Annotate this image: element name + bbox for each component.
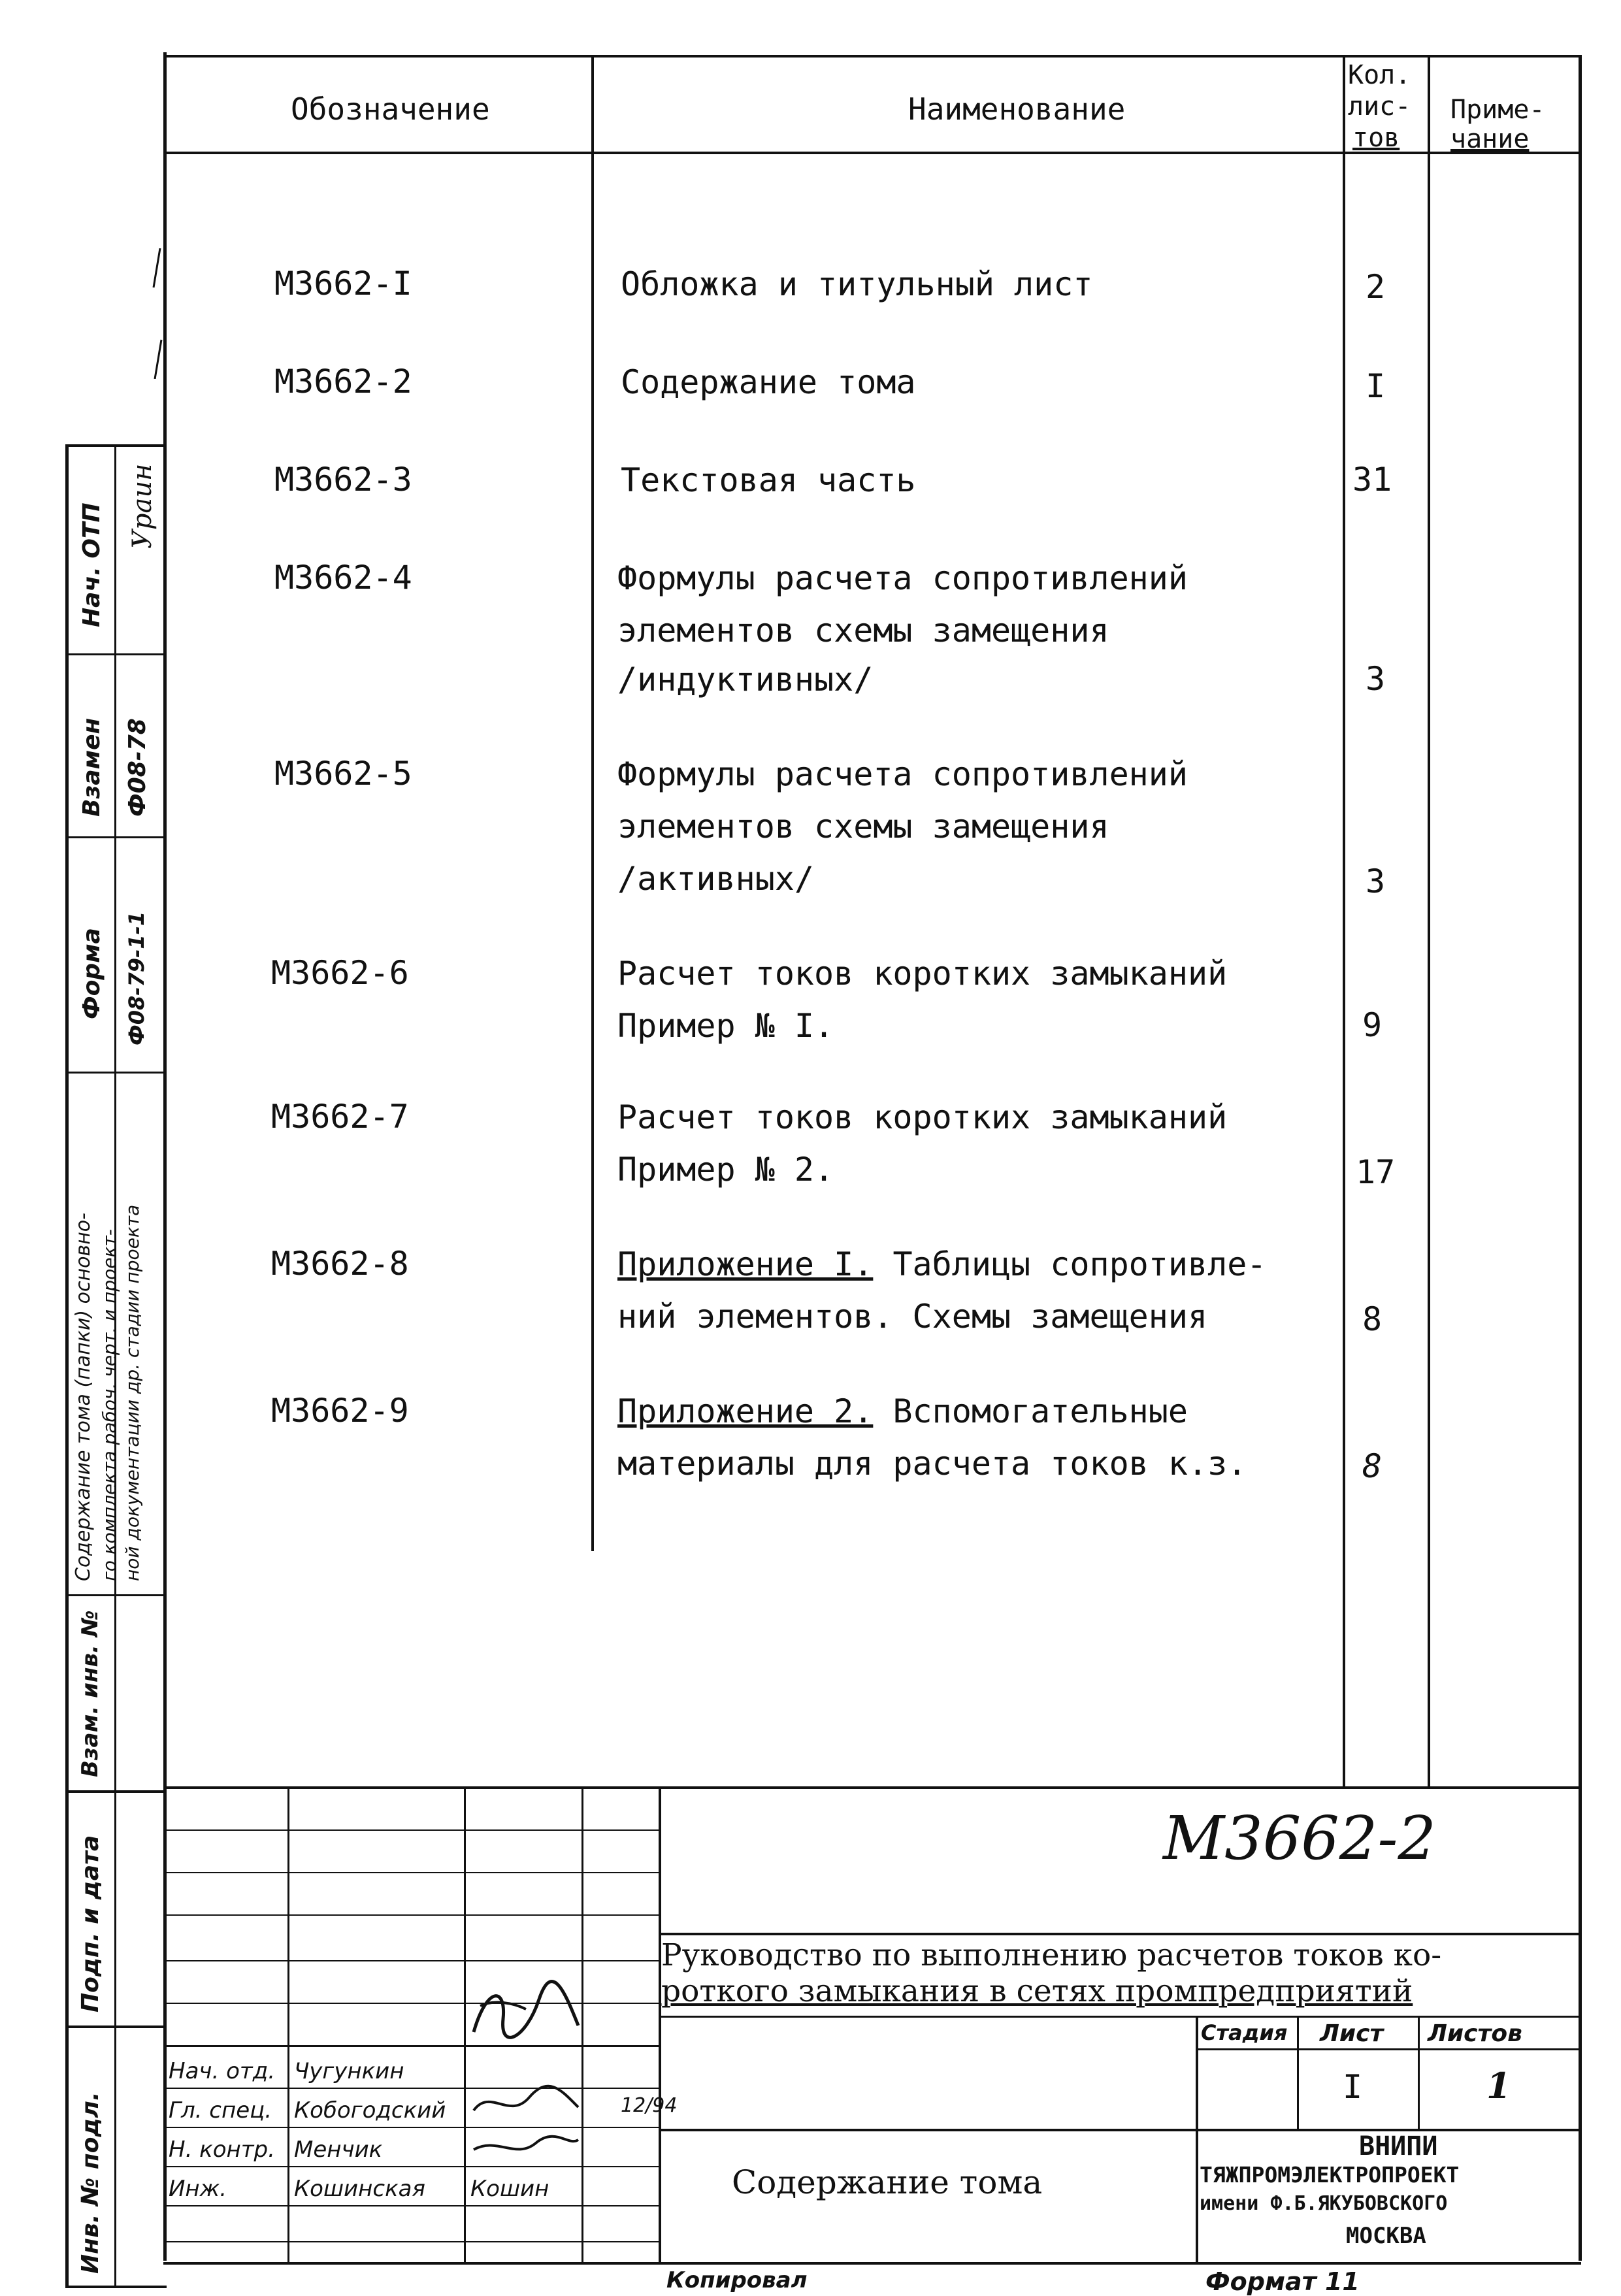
tb-person: Кобогодский	[294, 2097, 446, 2124]
tb-stage-v3	[1418, 2016, 1420, 2130]
tb-row	[163, 1914, 660, 1916]
row-name-line: /индуктивных/	[617, 661, 874, 698]
row-code: М3662-5	[274, 755, 412, 793]
row-code: М3662-I	[274, 265, 412, 303]
tb-row	[163, 2166, 660, 2167]
tb-date: 12/94	[621, 2094, 678, 2117]
tb-row	[163, 2241, 660, 2242]
row-name-line	[617, 1238, 1266, 1290]
side-vzam-inv: Взам. инв. №	[77, 1610, 103, 1777]
row-count: 3	[1366, 660, 1386, 698]
tb-title-sep	[659, 1933, 1581, 1935]
row-name-line: ний элементов. Схемы замещения	[617, 1298, 1208, 1336]
row-name-line: Обложка и титульный лист	[621, 265, 1093, 303]
signature-mark	[470, 2084, 581, 2124]
header-name: Наименование	[908, 91, 1126, 127]
header-note-1: Приме-	[1450, 95, 1545, 125]
row-code: М3662-7	[271, 1098, 409, 1136]
row-count: 8	[1362, 1300, 1383, 1338]
side-div-3	[65, 1072, 167, 1074]
col-divider-3	[1428, 55, 1430, 1786]
row-count: I	[1366, 367, 1386, 405]
side-forma-val: Ф08-79-1-1	[124, 911, 149, 1045]
tb-vcol	[464, 1786, 466, 2263]
tb-org-4: МОСКВА	[1346, 2223, 1426, 2249]
tb-vcol	[659, 1786, 661, 2263]
row-count: 3	[1366, 862, 1386, 900]
pen-mark	[147, 248, 167, 379]
row-count: 8	[1362, 1447, 1383, 1485]
tb-row	[163, 2003, 660, 2004]
tb-row	[163, 1829, 660, 1831]
side-div-2	[65, 836, 167, 838]
side-nach-otp: Нач. ОТП	[78, 502, 105, 627]
tb-title-sep2	[659, 2016, 1581, 2018]
row-name-line: Расчет токов коротких замыканий	[617, 1098, 1228, 1136]
footer-format: Формат 11	[1205, 2267, 1360, 2296]
header-designation: Обозначение	[291, 91, 490, 127]
tb-title-line-2: роткого замыкания в сетях промпредприятий	[661, 1973, 1413, 2009]
side-div-1	[65, 653, 167, 655]
tb-person: Кошинская	[294, 2176, 425, 2202]
tb-doc-code: М3662-2	[1163, 1803, 1436, 1873]
side-div-5	[65, 1790, 167, 1793]
tb-sign-text: Кошин	[470, 2176, 549, 2202]
tb-role: Инж.	[169, 2176, 227, 2202]
tb-bottom	[163, 2262, 1581, 2265]
row-name-line: элементов схемы замещения	[617, 808, 1109, 845]
side-vzamen: Взамен	[78, 717, 105, 817]
row-name-line: Пример № I.	[617, 1007, 834, 1045]
frame-right-line	[1579, 55, 1582, 2261]
side-content-2: го комплекта рабоч. черт. и проект-	[99, 1229, 120, 1581]
side-inv-podl: Инв. № подл.	[77, 2091, 104, 2274]
tb-role: Н. контр.	[169, 2137, 275, 2163]
side-bottom	[65, 2286, 167, 2288]
header-sheets-3: тов	[1352, 123, 1400, 153]
side-content-3: ной документации др. стадии проекта	[122, 1204, 143, 1581]
frame-top-line	[163, 55, 1581, 57]
row-count: 9	[1362, 1006, 1383, 1044]
side-div-6	[65, 2025, 167, 2028]
row-name-line: материалы для расчета токов к.з.	[617, 1445, 1247, 1483]
row-code: М3662-6	[271, 954, 409, 992]
tb-role: Нач. отд.	[169, 2058, 276, 2084]
tb-stage-h2	[659, 2129, 1581, 2131]
side-signature: Ураин	[127, 463, 157, 549]
row-name-line: Содержание тома	[621, 363, 916, 401]
row-code: М3662-4	[274, 559, 412, 597]
side-vzamen-val: Ф08-78	[124, 718, 151, 817]
tb-person: Менчик	[294, 2137, 383, 2163]
tb-org-2: ТЯЖПРОМЭЛЕКТРОПРОЕКТ	[1200, 2162, 1460, 2188]
row-name-line	[617, 1385, 1188, 1437]
row-name-line: Текстовая часть	[621, 461, 916, 499]
tb-stage-v1	[1196, 2016, 1198, 2264]
tb-row	[163, 2205, 660, 2206]
tb-stage-h1	[1196, 2048, 1581, 2050]
tb-person: Чугункин	[294, 2058, 404, 2084]
row-name-line: элементов схемы замещения	[617, 612, 1109, 649]
header-sheets-1: Кол.	[1348, 60, 1411, 90]
appendix-label: Приложение 2.	[617, 1392, 874, 1430]
row-name-line: /активных/	[617, 860, 815, 898]
side-content-1: Содержание тома (папки) основно-	[72, 1213, 95, 1581]
tb-row	[163, 2045, 660, 2047]
tb-stage-label: Стадия	[1201, 2020, 1288, 2045]
side-strip-left	[65, 444, 69, 2287]
header-sheets-2: лис-	[1348, 91, 1411, 122]
tb-row	[163, 2088, 660, 2089]
tb-stage-v2	[1297, 2016, 1299, 2130]
side-strip-top	[65, 444, 167, 447]
tb-role: Гл. спец.	[169, 2097, 272, 2124]
appendix-rest: Вспомогательные	[873, 1392, 1188, 1430]
tb-sheet-title: Содержание тома	[732, 2163, 1043, 2201]
side-div-4	[65, 1594, 167, 1596]
side-forma: Форма	[78, 928, 105, 1019]
row-code: М3662-2	[274, 363, 412, 401]
header-note-2: чание	[1450, 124, 1530, 154]
col-divider-1	[591, 55, 594, 1551]
row-name-line: Формулы расчета сопротивлений	[617, 559, 1188, 597]
tb-vcol	[287, 1786, 289, 2263]
tb-top	[163, 1786, 1581, 1789]
tb-row	[163, 1960, 660, 1961]
row-count: 31	[1352, 461, 1392, 499]
row-name-line: Пример № 2.	[617, 1151, 834, 1189]
tb-sheet-val: I	[1343, 2068, 1363, 2106]
appendix-label: Приложение I.	[617, 1245, 874, 1283]
signature-mark	[467, 1973, 585, 2045]
tb-sheet-label: Лист	[1320, 2020, 1384, 2047]
col-divider-2	[1343, 55, 1345, 1786]
row-count: 17	[1356, 1153, 1396, 1191]
row-name-line: Формулы расчета сопротивлений	[617, 755, 1188, 793]
tb-row	[163, 2127, 660, 2128]
side-podp-data: Подп. и дата	[77, 1835, 104, 2012]
row-count: 2	[1366, 268, 1386, 306]
tb-org-1: ВНИПИ	[1359, 2131, 1438, 2161]
tb-sheets-val: 1	[1486, 2065, 1511, 2107]
row-code: М3662-3	[274, 461, 412, 499]
row-code: М3662-8	[271, 1245, 409, 1283]
tb-sheets-label: Листов	[1428, 2020, 1522, 2047]
tb-row	[163, 1872, 660, 1873]
signature-mark	[470, 2127, 581, 2166]
frame-left-line	[163, 52, 167, 2261]
tb-org-3: имени Ф.Б.ЯКУБОВСКОГО	[1200, 2192, 1448, 2215]
appendix-rest: Таблицы сопротивле-	[873, 1245, 1267, 1283]
tb-title-line-1: Руководство по выполнению расчетов токов ко-	[661, 1937, 1442, 1973]
row-code: М3662-9	[271, 1392, 409, 1430]
row-name-line: Расчет токов коротких замыканий	[617, 955, 1228, 992]
footer-copied: Копировал	[666, 2267, 808, 2293]
